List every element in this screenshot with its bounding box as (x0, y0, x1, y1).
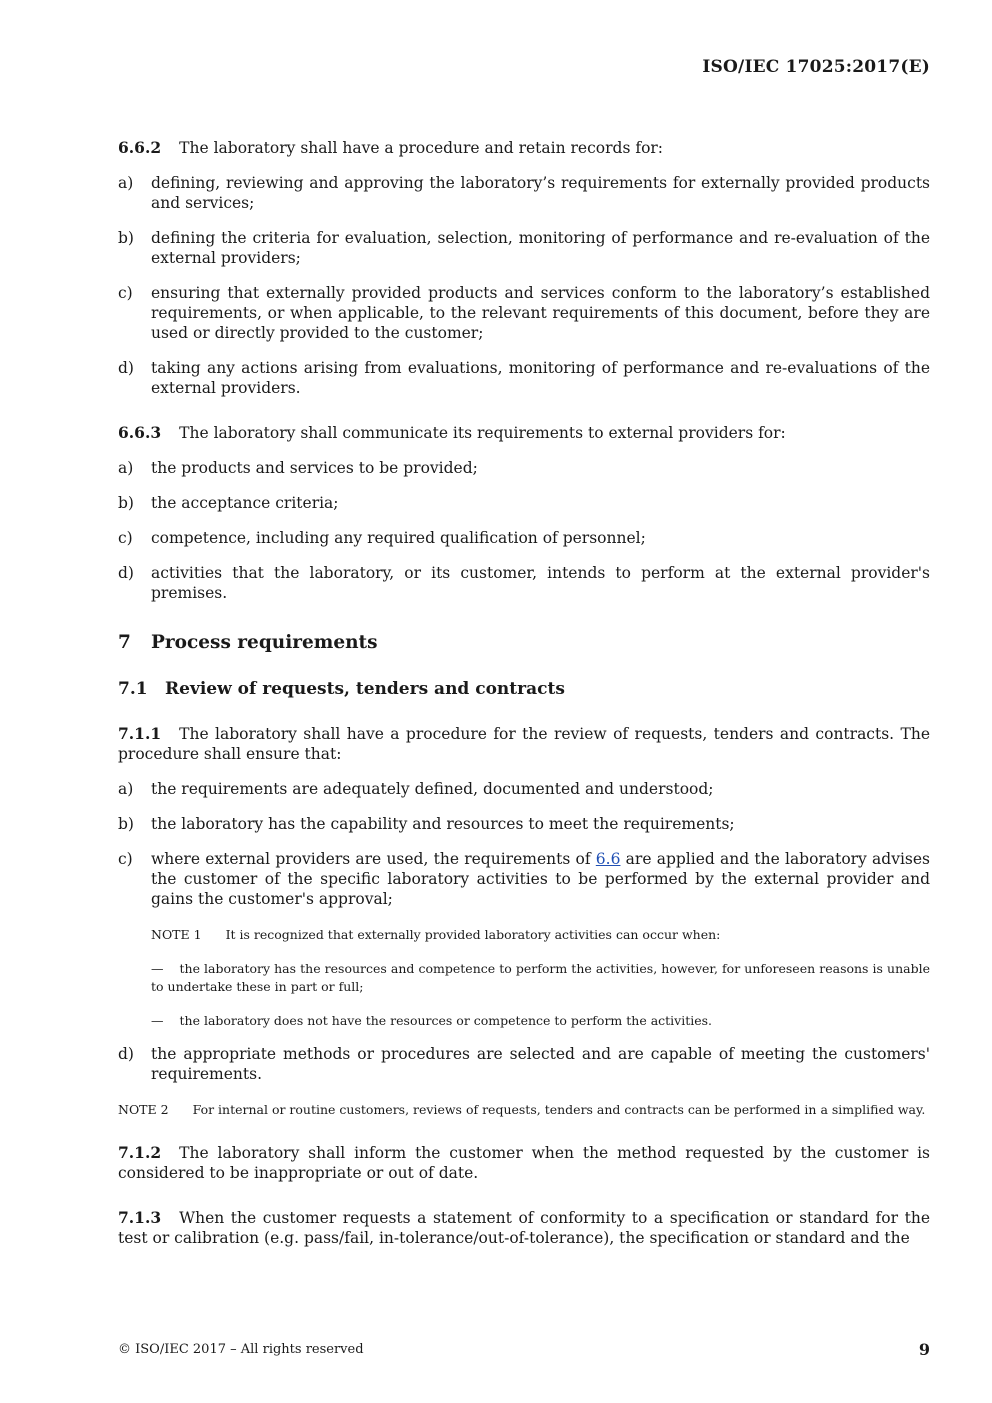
list-item (118, 1044, 930, 1084)
subsection-title: Review of requests, tenders and contracts (165, 679, 565, 699)
list-label: b) (118, 494, 134, 512)
note-dash-item (151, 960, 930, 996)
list-label: c) (118, 529, 133, 547)
document-body (118, 138, 930, 1263)
list-text (151, 849, 930, 909)
section-number: 7 (118, 632, 131, 653)
list-item (118, 563, 930, 603)
note-label: NOTE 1 (151, 927, 202, 942)
list-text: competence, including any required qualification of personnel; (151, 529, 646, 547)
list-label: a) (118, 174, 134, 192)
clause-number: 7.1.2 (118, 1143, 162, 1162)
list-text: the appropriate methods or procedures are selected and are capable of meeting the customers' requirements. (151, 1045, 930, 1083)
dash-glyph: — (151, 1013, 164, 1028)
list-text-part: are applied and the laboratory advises the customer of the specific laboratory activities to be performed by the external provider and gains the customer's approval; (151, 850, 930, 908)
clause-text: When the customer requests a statement of conformity to a specification or standard for the test or calibration (e.g. pass/fail, in-tolerance/out-of-tolerance), the specification or standard and the (118, 1209, 930, 1247)
clause-number: 6.6.3 (118, 423, 162, 442)
note-text: For internal or routine customers, reviews of requests, tenders and contracts can be performed in a simplified way. (192, 1102, 926, 1117)
page-number: 9 (918, 1340, 930, 1359)
section-heading-7 (118, 633, 930, 653)
dash-glyph: — (151, 961, 164, 976)
list-text: defining the criteria for evaluation, selection, monitoring of performance and re-evaluation of the external providers; (151, 229, 930, 267)
list-item (118, 849, 930, 909)
list-text: the requirements are adequately defined, documented and understood; (151, 780, 714, 798)
list-item (118, 358, 930, 398)
footer-copyright: © ISO/IEC 2017 – All rights reserved (118, 1342, 364, 1357)
note-text: the laboratory has the resources and competence to perform the activities, however, for unforeseen reasons is unable to undertake these in part or full; (151, 961, 930, 994)
list-label: d) (118, 1045, 134, 1063)
list-label: a) (118, 459, 134, 477)
document-header-title: ISO/IEC 17025:2017(E) (702, 57, 930, 77)
list-text: ensuring that externally provided products and services conform to the laboratory’s established requirements, or when applicable, to the relevant requirements of this document, before they are used or directly provided to the customer; (151, 284, 930, 342)
list-text: taking any actions arising from evaluations, monitoring of performance and re-evaluations of the external providers. (151, 359, 930, 397)
note-text: It is recognized that externally provided laboratory activities can occur when: (225, 927, 721, 942)
clause-number: 7.1.3 (118, 1208, 162, 1227)
subsection-number: 7.1 (118, 679, 148, 699)
note-text: the laboratory does not have the resources or competence to perform the activities. (179, 1013, 713, 1028)
clause-6-6-3 (118, 423, 930, 443)
list-item (118, 173, 930, 213)
list-text: the laboratory has the capability and resources to meet the requirements; (151, 815, 735, 833)
list-label: d) (118, 359, 134, 377)
note-1 (151, 926, 930, 944)
list-label: d) (118, 564, 134, 582)
list-item (118, 814, 930, 834)
clause-number: 7.1.1 (118, 724, 162, 743)
section-title: Process requirements (151, 632, 378, 653)
clause-7-1-2 (118, 1143, 930, 1183)
list-label: b) (118, 229, 134, 247)
cross-reference-link[interactable]: 6.6 (595, 850, 621, 868)
list-item (118, 493, 930, 513)
clause-text: The laboratory shall have a procedure for the review of requests, tenders and contracts. The procedure shall ensure that: (118, 725, 930, 763)
list-text: activities that the laboratory, or its customer, intends to perform at the external provider's premises. (151, 564, 930, 602)
clause-text: The laboratory shall have a procedure and retain records for: (179, 139, 664, 157)
list-text-part: where external providers are used, the requirements of (151, 850, 596, 868)
list-text: the products and services to be provided; (151, 459, 478, 477)
clause-text: The laboratory shall inform the customer when the method requested by the customer is considered to be inappropriate or out of date. (118, 1144, 930, 1182)
subsection-heading-7-1 (118, 679, 930, 699)
list-item (118, 283, 930, 343)
note-label: NOTE 2 (118, 1102, 169, 1117)
list-label: c) (118, 850, 133, 868)
list-label: a) (118, 780, 134, 798)
list-item (118, 458, 930, 478)
note-2 (118, 1101, 930, 1119)
list-item (118, 779, 930, 799)
clause-7-1-1 (118, 724, 930, 764)
list-text: defining, reviewing and approving the laboratory’s requirements for externally provided products and services; (151, 174, 930, 212)
list-item (118, 528, 930, 548)
clause-text: The laboratory shall communicate its requirements to external providers for: (179, 424, 786, 442)
note-dash-item (151, 1012, 930, 1030)
list-text: the acceptance criteria; (151, 494, 339, 512)
list-label: b) (118, 815, 134, 833)
clause-number: 6.6.2 (118, 138, 162, 157)
list-item (118, 228, 930, 268)
list-label: c) (118, 284, 133, 302)
clause-6-6-2 (118, 138, 930, 158)
clause-7-1-3 (118, 1208, 930, 1248)
